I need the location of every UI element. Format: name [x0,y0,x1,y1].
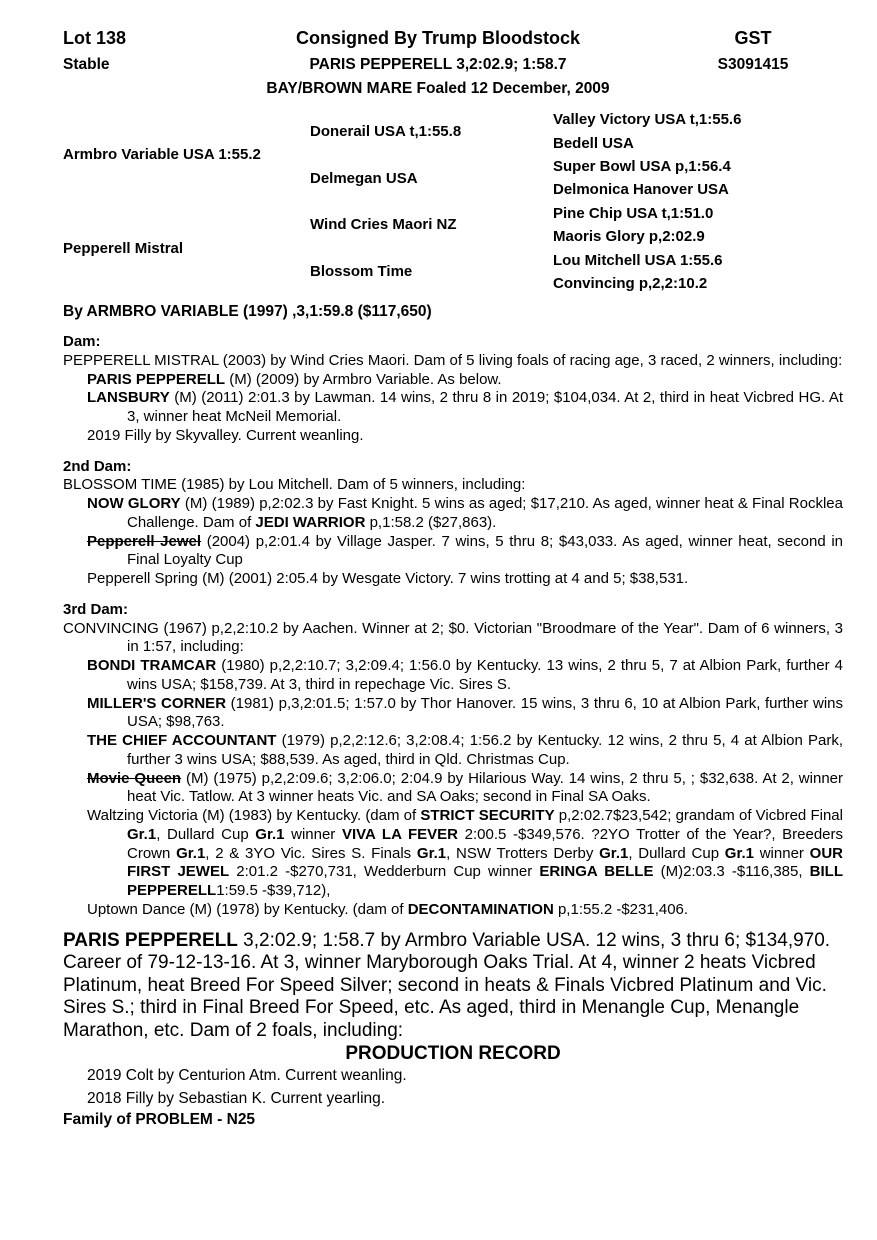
horse-entry-paragraph [63,427,843,446]
header-row-3 [63,80,843,98]
section-label: 2nd Dam: [63,457,132,475]
pedigree-dam: Pepperell Mistral [63,239,184,257]
production-record-line: 2019 Colt by Centurion Atm. Current weanling. [87,1067,407,1085]
dam-sections [63,333,843,920]
foaling-description: BAY/BROWN MARE Foaled 12 December, 2009 [266,80,610,97]
paragraph-text: p,1:55.2 -$231,406. [553,900,689,918]
horse-entry-paragraph [63,732,843,770]
section-label: Dam: [63,333,101,351]
horse-name-record: PARIS PEPPERELL 3,2:02.9; 1:58.7 [309,56,567,73]
dam-paragraph [63,476,843,495]
emphasized-horse-name: Gr.1 [724,844,754,862]
paragraph-text: Uptown Dance (M) (1978) by Kentucky. (dam of [87,900,408,918]
paragraph-text: BLOSSOM TIME (1985) by Lou Mitchell. Dam of 5 winners, including: [63,476,526,494]
family-line: Family of PROBLEM - N25 [63,1111,256,1129]
production-record-title: PRODUCTION RECORD [345,1043,561,1065]
paragraph-text: 2019 Filly by Skyvalley. Current weanling. [87,426,364,444]
pedigree-gen3-6: Maoris Glory p,2:02.9 [553,228,705,246]
emphasized-horse-name: BONDI TRAMCAR [87,657,217,675]
lot-number: Lot 138 [63,28,127,48]
pedigree-sire-sire: Donerail USA t,1:55.8 [310,122,462,140]
paragraph-text: 2:01.2 -$270,731, Wedderburn Cup winner [229,863,540,881]
paragraph-text: (1980) p,2,2:10.7; 3,2:09.4; 1:56.0 by Kentucky. 13 wins, 2 thru 5, 7 at Albion Park, further 4 wins USA; $158,739. At 3, third in repechage Vic. Sires S. [127,657,844,693]
pedigree-gen3-1: Valley Victory USA t,1:55.6 [553,111,742,129]
pedigree-sire: Armbro Variable USA 1:55.2 [63,146,261,164]
pedigree-gen3-5: Pine Chip USA t,1:51.0 [553,204,714,222]
horse-entry-paragraph [63,533,843,571]
pedigree-dam-sire: Wind Cries Maori NZ [310,216,457,234]
paragraph-text: Waltzing Victoria (M) (1983) by Kentucky. (dam of [87,807,421,825]
emphasized-horse-name: Pepperell Jewel [87,532,202,550]
pedigree-gen3-3: Super Bowl USA p,1:56.4 [553,157,731,175]
paragraph-text: , Dullard Cup [628,844,725,862]
paragraph-text: p,2:02.7$23,542; grandam of Vicbred Final [554,807,843,825]
pedigree-table [63,108,843,295]
horse-entry-paragraph [63,371,843,390]
paragraph-text: PEPPERELL MISTRAL (2003) by Wind Cries Maori. Dam of 5 living foals of racing age, 3 raced, 2 winners, including: [63,351,843,369]
pedigree-gen3-2: Bedell USA [553,134,634,152]
emphasized-horse-name: STRICT SECURITY [420,807,555,825]
emphasized-horse-name: BILL PEPPERELL [127,863,843,900]
paragraph-text: (1981) p,3,2:01.5; 1:57.0 by Thor Hanover. 15 wins, 3 thru 6, 10 at Albion Park, further wins USA; $98,763. [127,694,843,731]
paragraph-text: , 2 & 3YO Vic. Sires S. Finals [205,844,417,862]
horse-entry-paragraph [63,570,843,589]
paragraph-text: 3,2:02.9; 1:58.7 by Armbro Variable USA. 12 wins, 3 thru 6; $134,970. Career of 79-12-13-16. At 3, winner Maryborough Oaks Trial. At 4, winner 2 heats Vicbred Platinum, heat Breed For Speed Silver; second in heats & Finals Vicbred Platinum and Vic. Sires S.; third in Final Breed For Speed, etc. As aged, third in Menangle Cup, Menangle Marathon, etc. Dam of 2 foals, including: [63,929,831,1041]
paragraph-text: (2004) p,2:01.4 by Village Jasper. 7 wins, 5 thru 8; $43,033. As aged, winner heat, second in Final Loyalty Cup [127,532,844,569]
emphasized-horse-name: Gr.1 [416,844,447,862]
header-row-2 [63,56,843,74]
emphasized-horse-name: THE CHIEF ACCOUNTANT [87,732,277,750]
emphasized-horse-name: Gr.1 [176,844,206,862]
horse-entry-paragraph [63,901,843,920]
stable-label: Stable [63,56,110,73]
pedigree-gen3-4: Delmonica Hanover USA [553,181,729,199]
paragraph-text: (M) (2009) by Armbro Variable. As below. [225,370,502,388]
paragraph-text: (1979) p,2,2:12.6; 3,2:08.4; 1:56.2 by Kentucky. 12 wins, 2 thru 5, 4 at Albion Park, further 3 wins USA; $88,539. As aged, third in Qld. Christmas Cup. [127,732,843,768]
horse-entry-paragraph [63,770,843,808]
pedigree-dam-dam: Blossom Time [310,263,413,281]
paragraph-text: winner [284,825,342,843]
header-row-1 [63,28,843,49]
paragraph-text: (M) (2011) 2:01.3 by Lawman. 14 wins, 2 thru 8 in 2019; $104,034. At 2, third in heat Vicbred HG. At 3, winner heat McNeil Memorial. [127,389,843,426]
paragraph-text: (M) (1975) p,2,2:09.6; 3,2:06.0; 2:04.9 by Hilarious Way. 14 wins, 2 thru 5, ; $32,638. At 2, winner heat Vic. Tatlow. At 3 winner heats Vic. and SA Oaks; second in Final SA Oaks. [127,769,843,806]
paragraph-text: , Dullard Cup [156,825,256,843]
paragraph-text: p,1:58.2 ($27,863). [365,513,497,531]
paragraph-text: (M) (1989) p,2:02.3 by Fast Knight. 5 wins as aged; $17,210. As aged, winner heat & Final Rocklea Challenge. Dam of [127,495,843,531]
emphasized-horse-name: Gr.1 [255,825,285,843]
emphasized-horse-name: DECONTAMINATION [407,900,554,918]
paragraph-text: CONVINCING (1967) p,2,2:10.2 by Aachen. Winner at 2; $0. Victorian "Broodmare of the Year". Dam of 6 winners, 3 in 1:57, including: [63,619,843,656]
paragraph-text: Pepperell Spring (M) (2001) 2:05.4 by Wesgate Victory. 7 wins trotting at 4 and 5; $38,531. [87,570,689,588]
section-label: 3rd Dam: [63,600,129,618]
production-record-line: 2018 Filly by Sebastian K. Current yearling. [87,1089,386,1107]
emphasized-horse-name: VIVA LA FEVER [341,825,459,843]
horse-entry-paragraph [63,495,843,533]
horse-entry-paragraph [63,657,843,695]
emphasized-horse-name: ERINGA BELLE [539,863,654,881]
emphasized-horse-name: LANSBURY [87,389,170,407]
consignor-title: Consigned By Trump Bloodstock [295,28,581,48]
horse-entry-paragraph [63,695,843,733]
emphasized-horse-name: NOW GLORY [87,495,181,513]
emphasized-horse-name: Gr.1 [127,825,157,843]
paragraph-text: , NSW Trotters Derby [446,844,600,862]
horse-entry-paragraph [63,389,843,427]
dam-paragraph [63,620,843,658]
sire-summary-line: By ARMBRO VARIABLE (1997) ,3,1:59.8 ($117,650) [63,303,432,321]
pedigree-gen3-7: Lou Mitchell USA 1:55.6 [553,251,723,269]
emphasized-horse-name: OUR FIRST JEWEL [127,844,843,881]
paragraph-text: 1:59.5 -$39,712), [216,882,331,900]
emphasized-horse-name: JEDI WARRIOR [255,513,366,531]
pedigree-sire-dam: Delmegan USA [310,169,418,187]
emphasized-horse-name: MILLER'S CORNER [87,694,227,712]
dam-paragraph [63,352,843,371]
horse-entry-paragraph [63,807,843,901]
emphasized-horse-name: Gr.1 [599,844,629,862]
emphasized-horse-name: PARIS PEPPERELL [87,370,226,388]
pedigree-gen3-8: Convincing p,2,2:10.2 [553,274,708,292]
emphasized-horse-name: Movie Queen [87,769,182,787]
feature-paragraph [63,930,843,1043]
paragraph-text: winner [753,844,810,862]
paragraph-text: (M)2:03.3 -$116,385, [653,863,810,881]
registration-number: S3091415 [717,56,789,73]
gst-label: GST [734,28,772,48]
paragraph-text: 2:00.5 -$349,576. ?2YO Trotter of the Year?, Breeders Crown [127,825,843,862]
emphasized-horse-name: PARIS PEPPERELL [63,929,238,951]
